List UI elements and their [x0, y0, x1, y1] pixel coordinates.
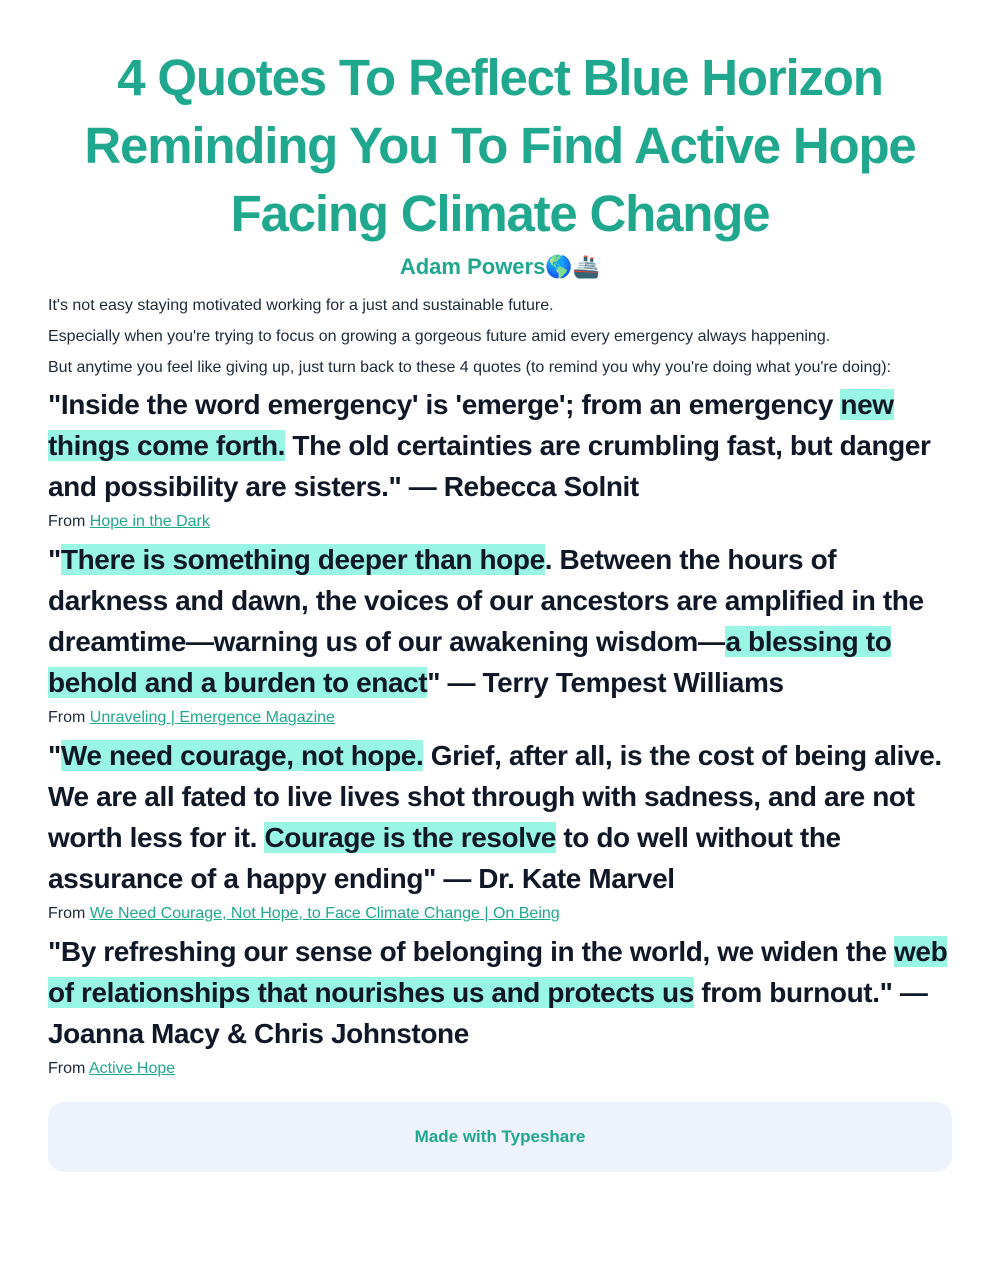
footer-label: Made with Typeshare [414, 1127, 586, 1146]
globe-ship-emoji-icon: 🌎🚢 [545, 255, 601, 280]
page-title: 4 Quotes To Reflect Blue Horizon Reminding You To Find Active Hope Facing Climate Change [84, 49, 916, 242]
quote-source [48, 511, 952, 533]
source-from-label: From [48, 513, 86, 530]
quote-highlight: There is something deeper than hope [60, 544, 545, 575]
quote-segment: "Inside the word emergency' is 'emerge'; from an emergency [48, 389, 841, 420]
source-from-label: From [48, 709, 86, 726]
intro-paragraph-2: Especially when you're trying to focus on growing a gorgeous future amid every emergency always happening. [48, 328, 831, 345]
quote-segment: from burnout." — Joanna Macy & Chris Johnstone [48, 977, 928, 1049]
quote-text [48, 384, 952, 507]
quote-source [48, 903, 952, 925]
author-byline [48, 252, 952, 283]
quote-highlight: Courage is the resolve [264, 822, 556, 853]
quote-source [48, 707, 952, 729]
source-from-label: From [48, 1060, 86, 1077]
source-from-label: From [48, 905, 86, 922]
quote-highlight: web of relationships that nourishes us and protects us [48, 936, 948, 1008]
source-link[interactable]: Unraveling | Emergence Magazine [89, 709, 335, 726]
author-name: Adam Powers [399, 254, 546, 279]
quotes-list [48, 384, 952, 1080]
quote-segment: The old certainties are crumbling fast, but danger and possibility are sisters." — Rebecca Solnit [48, 430, 931, 502]
quote-highlight: new things come forth. [48, 389, 894, 461]
intro-paragraph-3: But anytime you feel like giving up, just turn back to these 4 quotes (to remind you why you're doing what you're doing): [48, 359, 892, 376]
quote-segment: to do well without the assurance of a happy ending" — Dr. Kate Marvel [48, 822, 841, 894]
quote-segment: " [48, 544, 61, 575]
quote-segment: " [48, 740, 61, 771]
quote-source [48, 1058, 952, 1080]
quote-segment: "By refreshing our sense of belonging in the world, we widen the [48, 936, 895, 967]
quote-text [48, 931, 952, 1054]
quote-segment: Grief, after all, is the cost of being alive. We are all fated to live lives shot through with sadness, and are not worth less for it. [48, 740, 942, 853]
source-link[interactable]: We Need Courage, Not Hope, to Face Climate Change | On Being [89, 905, 560, 922]
intro-paragraph-1: It's not easy staying motivated working for a just and sustainable future. [48, 297, 554, 314]
quote-segment: " — Terry Tempest Williams [427, 667, 784, 698]
made-with-typeshare-button[interactable] [48, 1102, 952, 1172]
quote-text [48, 539, 952, 703]
source-link[interactable]: Active Hope [88, 1060, 176, 1077]
quote-segment: . Between the hours of darkness and dawn, the voices of our ancestors are amplified in the dreamtime—warning us of our awakening wisdom— [48, 544, 924, 657]
quote-text [48, 735, 952, 899]
quote-highlight: We need courage, not hope. [60, 740, 424, 771]
source-link[interactable]: Hope in the Dark [89, 513, 210, 530]
quote-highlight: a blessing to behold and a burden to enact [48, 626, 892, 698]
